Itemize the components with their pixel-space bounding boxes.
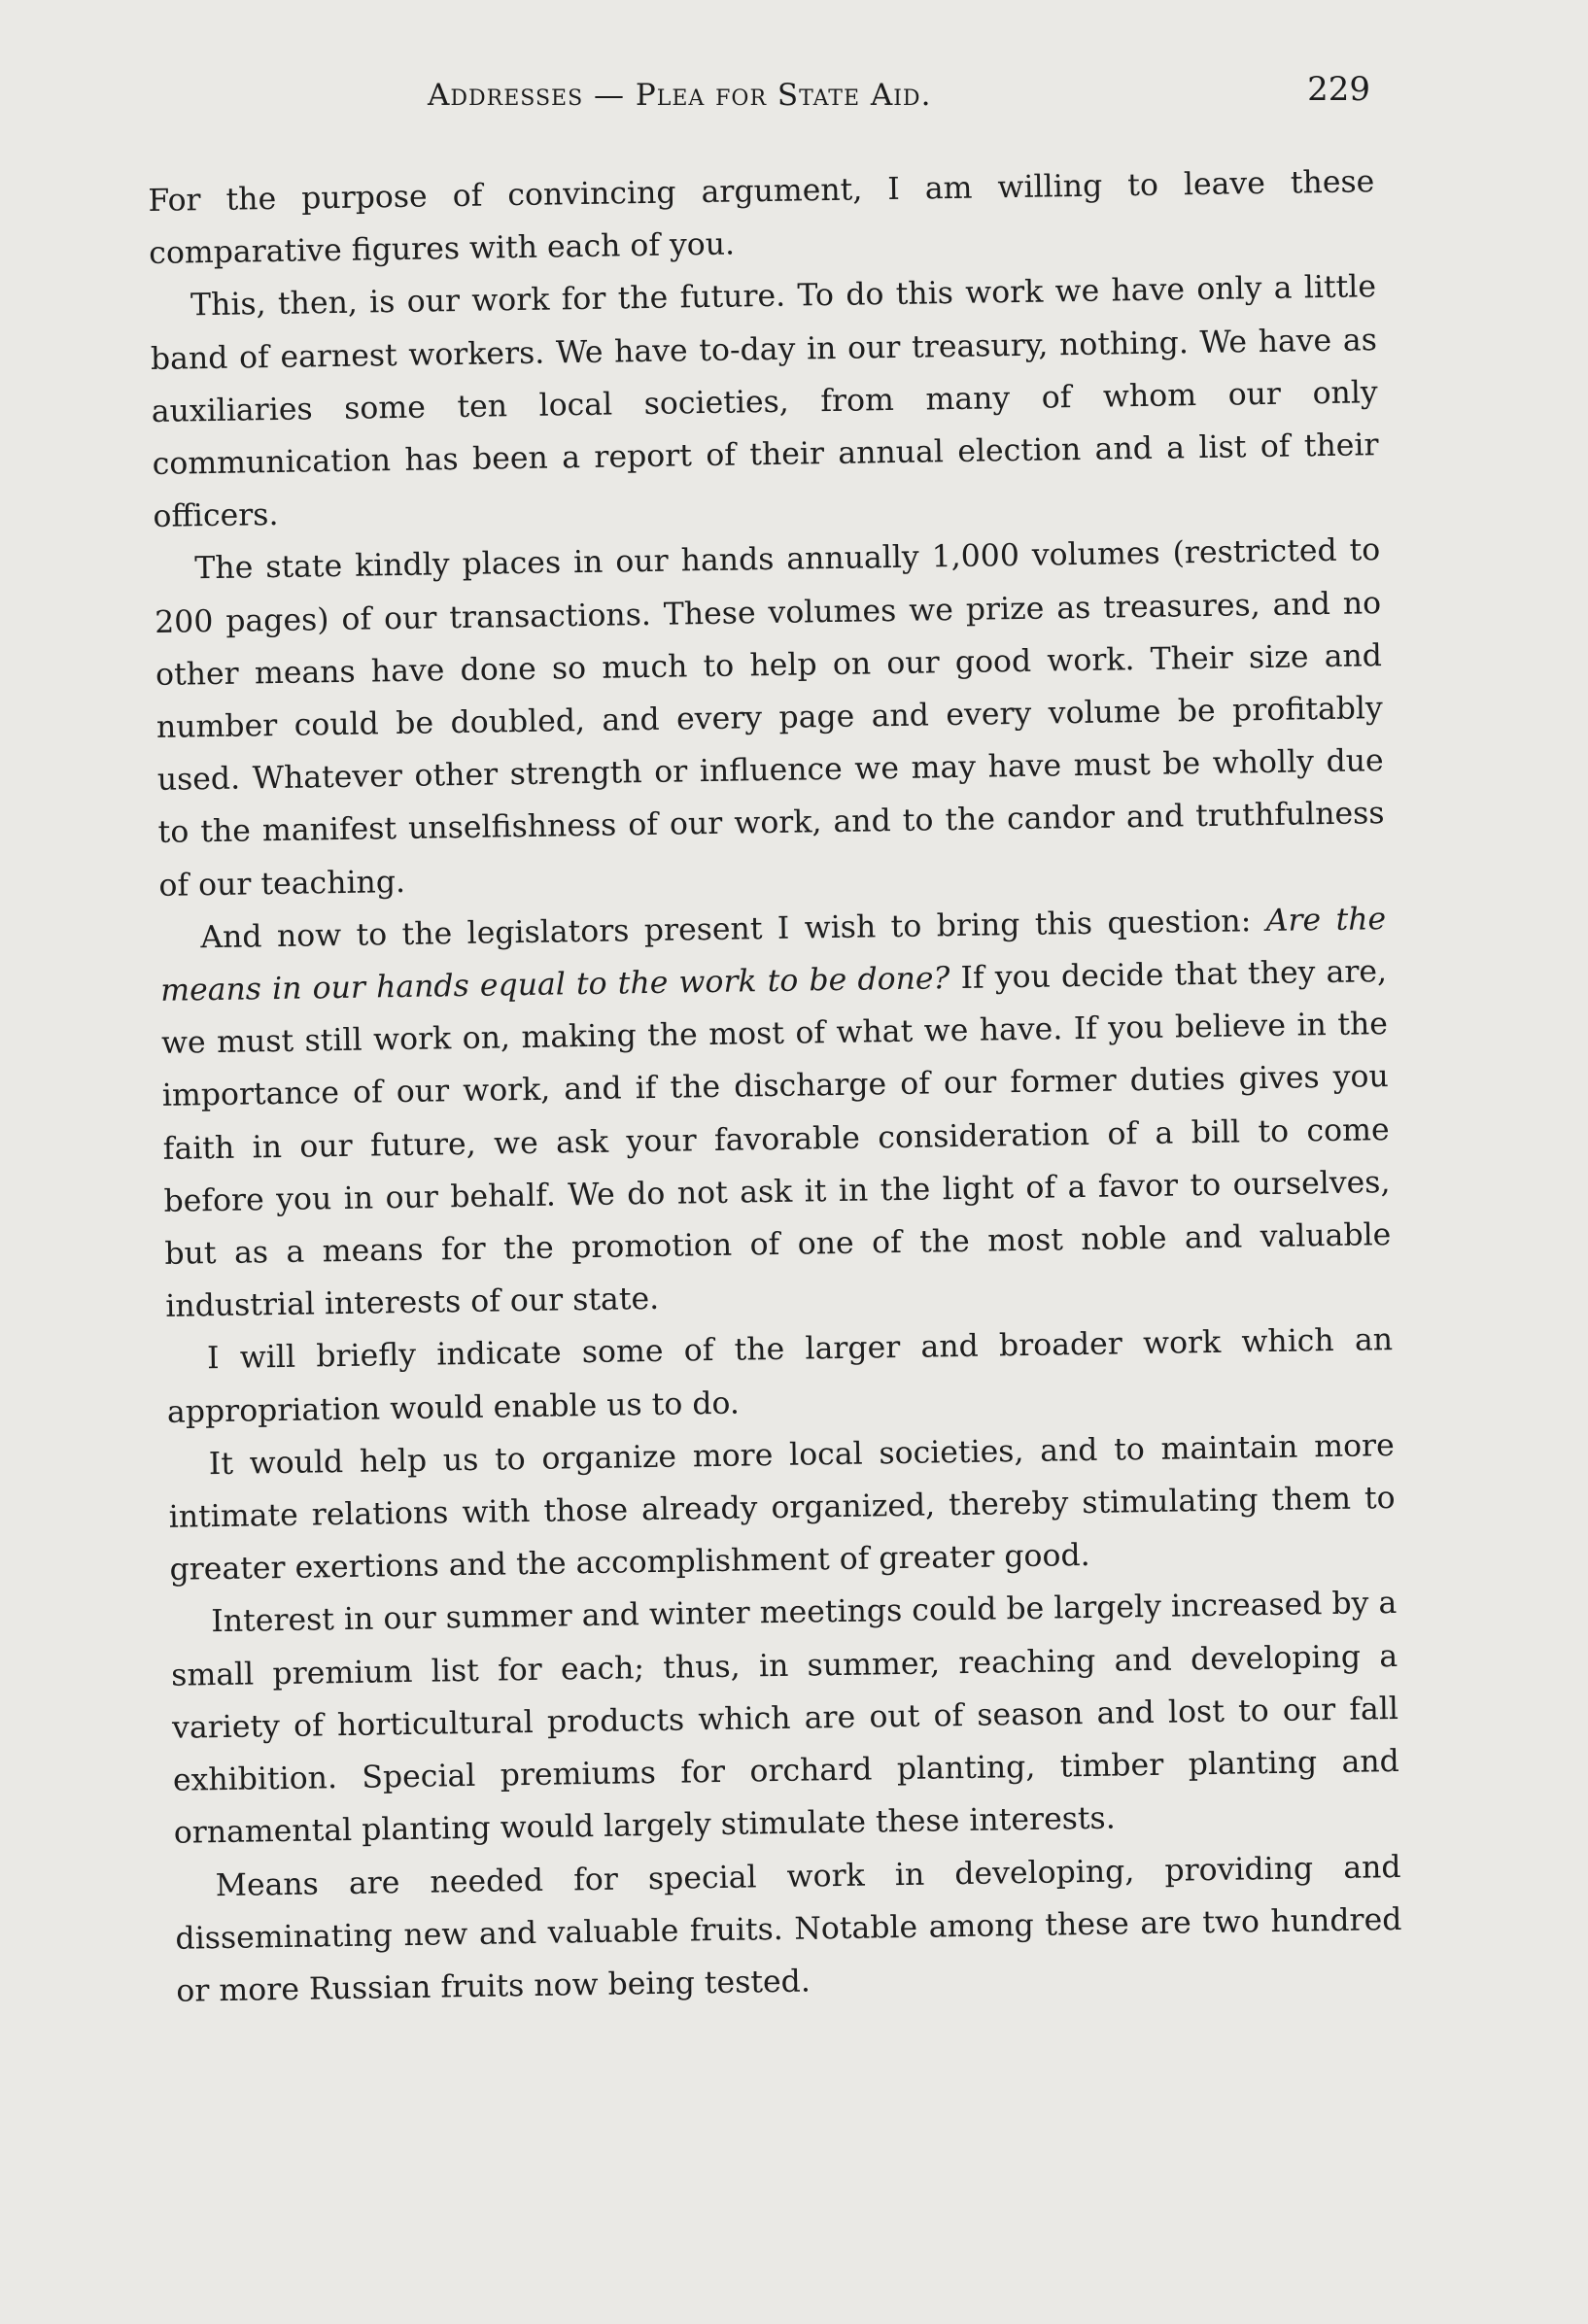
paragraph-7: Interest in our summer and winter meetings could be largely increased by a small premium list for each; thus, in summer, reaching and developing a variety of horticultural products which are out of season and lost to our fall exhibition. Special premiums for orchard planting, timber planting and ornamental planting would largely stimulate these interests. xyxy=(170,1586,1400,1852)
running-title: Addresses — Plea for State Aid. xyxy=(428,78,932,113)
paragraph-4-question: Are the means in our hands equal to the work to be done? xyxy=(159,901,1387,1008)
paragraph-4-intro: And now to the legislators present I wish to bring this question: xyxy=(200,903,1267,956)
paragraph-4 xyxy=(159,893,1393,1333)
paragraph-1: For the purpose of convincing argument, I am willing to leave these comparative figures with each of you. xyxy=(148,164,1375,272)
paragraph-4-rest: If you decide that they are, we must still work on, making the most of what we have. If you believe in the importance of our work, and if the discharge of our former duties gives you faith in our future, we ask your favorable consideration of a bill to come before you in our behalf. We do not ask it in the light of a favor to ourselves, but as a means for the promotion of one of the most noble and valuable industrial interests of our state. xyxy=(160,954,1392,1325)
paragraph-8: Means are needed for special work in developing, providing and disseminating new and valuable fruits. Notable among these are two hundred or more Russian fruits now being tested. xyxy=(175,1849,1402,2009)
paragraph-2: This, then, is our work for the future. To do this work we have only a little band of earnest workers. We have to-day in our treasury, nothing. We have as auxiliaries some ten local societies, from many of whom our only communication has been a report of their annual election and a list of their officers. xyxy=(150,269,1379,535)
paragraph-6: It would help us to organize more local societies, and to maintain more intimate relations with those already organized, thereby stimulating them to greater exertions and the accomplishment of greater good. xyxy=(168,1427,1396,1589)
paragraph-3: The state kindly places in our hands annually 1,000 volumes (restricted to 200 pages) of our transactions. These volumes we prize as treasures, and no other means have done so much to help on our good work. Their size and number could be doubled, and every page and every volume be profitably used. Whatever other strength or influence we may have must be wholly due to the manifest unselfishness of our work, and to the candor and truthfulness of our teaching. xyxy=(154,532,1385,904)
page-header xyxy=(146,68,1370,126)
body-text xyxy=(148,155,1403,2018)
page-number: 229 xyxy=(1307,70,1370,109)
paragraph-5: I will briefly indicate some of the larger and broader work which an appropriation would enable us to do. xyxy=(166,1322,1394,1430)
